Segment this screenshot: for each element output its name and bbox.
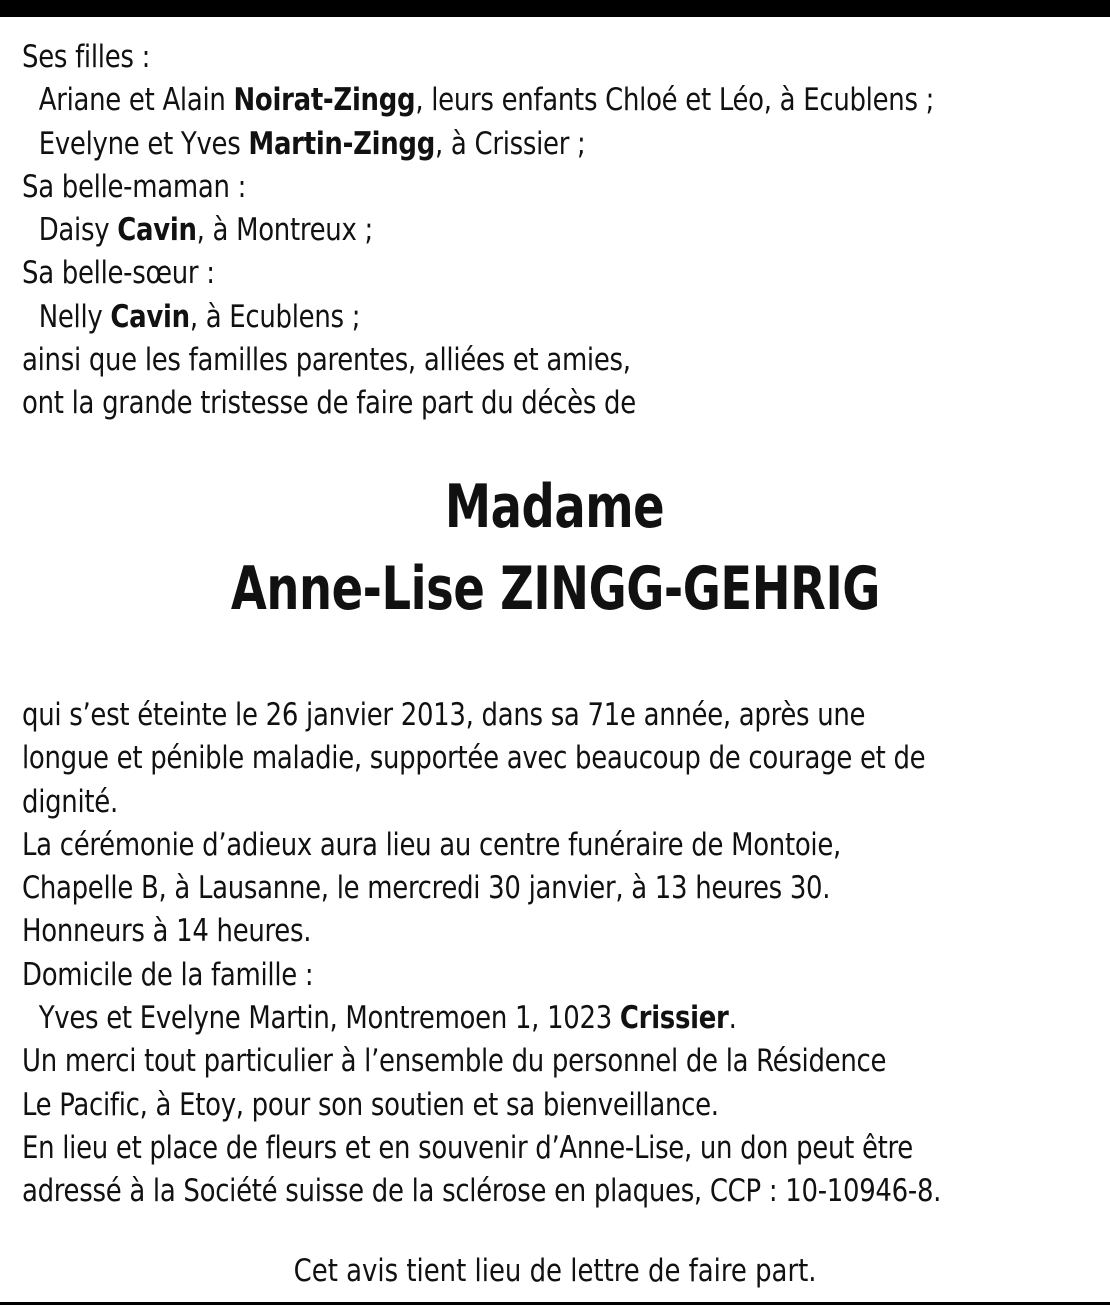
- bottom-border-rule: [0, 1302, 1110, 1305]
- mother-in-law-line: [22, 209, 1017, 252]
- daughter1-surname: Noirat-Zingg: [233, 82, 416, 119]
- notice-body-block: [22, 694, 1017, 1214]
- announcement-line: ont la grande tristesse de faire part du décès de: [22, 385, 636, 422]
- sister-in-law-line: [22, 296, 1017, 339]
- daughter2-names: Evelyne et Yves: [38, 125, 249, 162]
- sister-in-law-surname: Cavin: [110, 298, 190, 335]
- address-town: Crissier: [619, 1000, 729, 1037]
- ceremony-line-1: La cérémonie d’adieux aura lieu au centre funéraire de Montoie,: [22, 826, 841, 863]
- daughter1-details: , leurs enfants Chloé et Léo, à Ecublens ;: [415, 82, 935, 119]
- donation-line-1: En lieu et place de fleurs et en souvenir d’Anne-Lise, un don peut être: [22, 1129, 913, 1166]
- sister-in-law-label: Sa belle-sœur :: [22, 255, 215, 292]
- daughter-line-2: [22, 123, 1017, 166]
- deceased-name: [0, 548, 1110, 630]
- daughter1-names: Ariane et Alain: [38, 82, 234, 119]
- thanks-line-1: Un merci tout particulier à l’ensemble du personnel de la Résidence: [22, 1043, 887, 1080]
- closing-statement: [0, 1250, 1110, 1293]
- deceased-title-text: Madame: [445, 472, 665, 542]
- daughter-line-1: [22, 79, 1017, 122]
- closing-statement-text: Cet avis tient lieu de lettre de faire part.: [293, 1253, 817, 1289]
- relatives-line: ainsi que les familles parentes, alliées et amies,: [22, 342, 631, 379]
- daughters-label: Ses filles :: [22, 39, 151, 75]
- body-line-3: dignité.: [22, 783, 118, 820]
- ceremony-line-2: Chapelle B, à Lausanne, le mercredi 30 janvier, à 13 heures 30.: [22, 870, 831, 907]
- body-line-1: qui s’est éteinte le 26 janvier 2013, dans sa 71e année, après une: [22, 697, 866, 733]
- address-period: .: [728, 1000, 737, 1037]
- deceased-title: [0, 466, 1110, 548]
- sister-in-law-details: , à Ecublens ;: [189, 298, 361, 335]
- donation-line-2: adressé à la Société suisse de la sclérose en plaques, CCP : 10-10946-8.: [22, 1173, 942, 1210]
- thanks-line-2: Le Pacific, à Etoy, pour son soutien et sa bienveillance.: [22, 1086, 719, 1123]
- mother-in-law-details: , à Montreux ;: [196, 212, 373, 249]
- honours-line: Honneurs à 14 heures.: [22, 913, 312, 950]
- sister-in-law-name: Nelly: [38, 298, 111, 335]
- top-border-rule: [0, 0, 1110, 17]
- mother-in-law-name: Daisy: [38, 212, 118, 249]
- daughter2-details: , à Crissier ;: [435, 125, 586, 162]
- daughter2-surname: Martin-Zingg: [248, 125, 436, 162]
- deceased-name-text: Anne-Lise ZINGG-GEHRIG: [230, 554, 880, 624]
- domicile-label: Domicile de la famille :: [22, 956, 314, 993]
- mother-in-law-label: Sa belle-maman :: [22, 168, 247, 205]
- family-members-block: [22, 36, 1017, 426]
- address-street: Yves et Evelyne Martin, Montremoen 1, 1023: [38, 1000, 620, 1037]
- mother-in-law-surname: Cavin: [117, 212, 197, 249]
- domicile-address: [22, 997, 1017, 1040]
- body-line-2: longue et pénible maladie, supportée avec beaucoup de courage et de: [22, 740, 926, 777]
